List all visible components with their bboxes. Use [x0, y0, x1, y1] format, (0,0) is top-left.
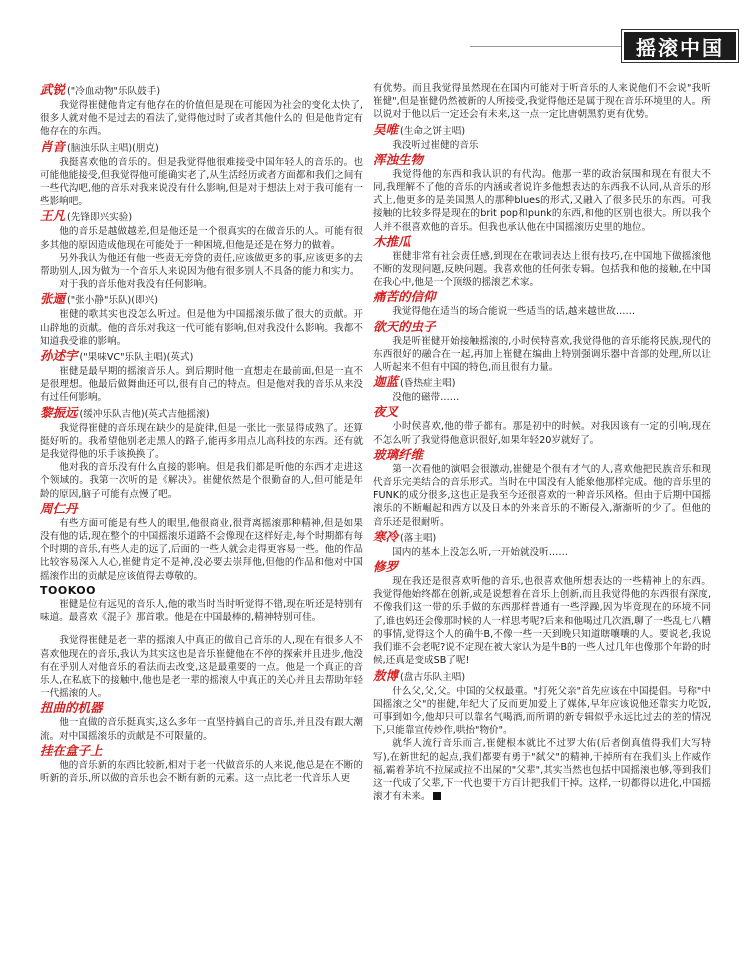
commenter-name: 王凡 — [40, 208, 66, 224]
comment-paragraph: 小时侯喜欢,他的带子都有。那是初中的时候。对我因该有一定的引响,现在不怎么听了我觉得他意识很好,如果年轻20岁就好了。 — [373, 421, 711, 446]
commenter-name: 武锐 — [40, 82, 66, 97]
comment-paragraph: 有优势。而且我觉得虽然现在在国内可能对于听音乐的人来说他们不会说"我听崔健",但是崔健仍然被新的人所接受,我觉得他还是属于现在音乐环境里的人。所以说对于他以后一定还会有未来,这一点一定比唐朝黑豹更有优势。 — [373, 83, 711, 121]
comment-paragraph: 崔健是位有远见的音乐人,他的歌当时当时听觉得不错,现在听还是特别有味道。最喜欢《混子》那首歌。他是在中国最棒的,精神特别可佳。 — [40, 598, 363, 624]
commenter-heading — [40, 583, 363, 598]
comment-entry — [40, 743, 363, 785]
comment-paragraph: 我挺喜欢他的音乐的。但是我觉得他很难接受中国年轻人的音乐的。也可能他能接受,但我觉得他可能确实老了,从生活经历或者方面都和我们之间有一些代沟吧,他的音乐对我来说没有什么影响,但是对于想法上对于我可能有一些影响吧。 — [40, 156, 363, 208]
commenter-name: 夜叉 — [373, 404, 399, 420]
commenter-name: 黎振远 — [40, 404, 78, 420]
commenter-name: 挂在盒子上 — [40, 742, 103, 758]
header-rule — [470, 46, 630, 47]
comment-entry — [373, 374, 711, 404]
comment-paragraph: 我觉得他的东西和我认识的有代沟。他那一辈的政治氛围和现在有很大不同,我理解不了他的音乐的内涵或者说许多他想表达的东西我不认同,从音乐的形式上,他更多的是美国黑人的那种blues的形式,又融入了很多民乐的东西。可我接触的比较多得是现在的brit pop和punk的东西,和他的区别也很大。所以我个人并不很喜欢他的音乐。但我也承认他在中国摇滚历史里的地位。 — [373, 168, 711, 233]
comment-entry — [373, 404, 711, 446]
comment-entry — [373, 529, 711, 559]
commenter-heading — [373, 668, 711, 685]
comment-entry — [373, 319, 711, 375]
commenter-heading — [40, 743, 363, 759]
comment-paragraph: 我是听崔健开始接触摇滚的,小时侯特喜欢,我觉得他的音乐能将民族,现代的东西很好的融合在一起,再加上崔健在编曲上特别强调乐器中音部的处理,所以让人听起来不但有中国的特色,而且很有力量。 — [373, 335, 711, 374]
commenter-heading — [373, 529, 711, 546]
left-column — [40, 82, 363, 785]
comment-entry — [40, 624, 363, 700]
commenter-name: 痛苦的信仰 — [373, 289, 436, 305]
comment-entry — [40, 583, 363, 624]
commenter-heading — [373, 234, 711, 250]
commenter-band: (先锋即兴实验) — [67, 212, 133, 224]
comment-entry — [373, 668, 711, 804]
comment-paragraph: 他的音乐是越做越差,但是他还是一个很真实的在做音乐的人。可能有很多其他的原因造成他现在可能处于一种困境,但他是还是在努力的做着。 — [40, 226, 363, 251]
commenter-heading — [373, 559, 711, 575]
end-mark-icon — [433, 792, 441, 800]
commenter-name: 敖博 — [373, 667, 399, 683]
comment-paragraph: 另外我认为他还有他一些责无旁贷的责任,应该做更多的事,应该更多的去帮助别人,因为做为一个音乐人来说因为他有很多别人不具备的能力和实力。 — [40, 252, 363, 278]
commenter-name: 寒冷 — [373, 528, 399, 544]
comment-entry — [40, 405, 363, 501]
commenter-name: 张逦 — [40, 291, 66, 307]
comment-paragraph: 我没听过崔健的音乐 — [392, 139, 479, 151]
commenter-heading — [40, 208, 363, 225]
commenter-name: 迦蓝 — [373, 374, 399, 390]
comment-entry — [373, 234, 711, 290]
comment-paragraph: 对于我的音乐他对我没有任何影响。 — [59, 279, 213, 291]
commenter-band: ("张小静"乐队)(即兴) — [67, 295, 158, 307]
comment-paragraph: 有些方面可能是有些人的眼里,他很商业,很背离摇滚那种精神,但是如果没有他的话,现在整个的中国摇滚乐道路不会像现在这样好走,每个时期都有每个时期的音乐,有些人走的远了,后面的一些人就会走得更容易一些。他的作品比较容易深入人心,崔健肯定不是神,没必要去崇拜他,但他的作品和他对中国摇滚作出的贡献是应该值得去尊敬的。 — [40, 517, 363, 582]
commenter-heading — [373, 319, 711, 335]
comment-entry — [373, 447, 711, 529]
comment-entry — [40, 82, 363, 139]
comment-paragraph: 我觉得崔健的音乐现在缺少的是旋律,但是一张比一张显得成熟了。还算挺好听的。我希望他别老走黑人的路子,能再多用点儿高科技的东西。还有就是我觉得他的乐手该换换了。 — [40, 422, 363, 461]
commenter-name: 吴唯 — [373, 121, 399, 137]
comment-entry — [40, 501, 363, 583]
commenter-name: 修罗 — [373, 559, 399, 575]
commenter-heading — [373, 152, 711, 168]
commenter-heading — [40, 139, 363, 156]
comment-entry — [40, 348, 363, 405]
commenter-band: ("冷血动物"乐队鼓手) — [67, 86, 161, 97]
commenter-band: (落主唱) — [400, 532, 437, 544]
commenter-heading — [40, 700, 363, 716]
commenter-heading — [40, 501, 363, 517]
comment-paragraph: 崔健是最早期的摇滚音乐人。到后期时他一直想走在最前面,但是一直不是很理想。他最后做舞曲还可以,很有自己的特点。但是他对我的音乐从来没有过任何影响。 — [40, 366, 363, 404]
comment-paragraph: 第一次看他的演唱会很激动,崔健是个很有才气的人,喜欢他把民族音乐和现代音乐完美结合的音乐形式。当时在中国没有人能象他那样完成。他的音乐里的FUNK的成分很多,这也正是我至今还很喜欢的一种音乐风格。但由于后期中国摇滚乐的不断崛起和西方以及日本的外来音乐的不断侵入,渐渐听的少了。但他的音乐还是很耐听。 — [373, 463, 711, 528]
page-header — [0, 0, 750, 62]
commenter-heading — [373, 404, 711, 420]
commenter-heading — [373, 122, 711, 139]
commenter-heading — [373, 374, 711, 391]
commenter-band: (昏热症主唱) — [400, 378, 456, 390]
comment-paragraph: 现在我还是很喜欢听他的音乐,也很喜欢他所想表达的一些精神上的东西。我觉得他始终都在创新,或是说想着在音乐上创新,而且我觉得他的东西很有深度,不像我们这一带的乐手做的东西那样普通有一些浮躁,因为毕竟现在的环境不同了,谁也妈还会像那时候的人一样思考呢?后来和他喝过几次酒,聊了一些乱七八糟的事情,觉得这个人的确牛B,不像一些一天到晚只知道瞎嚷嚷的人。要说老,我说我们谁不会老呢?说不定现在被大家认为是牛B的一些人过几年也像那个年龄的时候,还真是变成SB了呢! — [373, 576, 711, 667]
commenter-name: 扭曲的机器 — [40, 700, 103, 716]
comment-paragraph: 没他的磁带…… — [392, 392, 460, 404]
section-brand: 摇滚中国 — [622, 30, 738, 62]
comment-entry — [373, 559, 711, 667]
commenter-band: (脑浊乐队主唱)(朋克) — [67, 142, 159, 154]
commenter-band: (生命之饼主唱) — [400, 125, 466, 137]
commenter-name: 孙述宇 — [40, 348, 78, 364]
commenter-heading — [40, 405, 363, 422]
commenter-heading — [40, 348, 363, 365]
comment-paragraph: 就华人流行音乐而言,崔健根本就比不过罗大佑(后者倒真值得我们大写特写),在新世纪的起点,我们都要有勇于"弑父"的精神,干掉所有在我们头上作威作福,霸着茅坑不拉屎或拉不出屎的"父辈",其实当然也包括中国摇滚也够,等到我们这一代成了父辈,下一代也要干方百计把我们干掉。这样,一切都得以进化,中国摇滚才有未来。 — [373, 738, 711, 803]
commenter-name: 玻璃纤维 — [373, 446, 424, 462]
commenter-heading — [373, 289, 711, 305]
comment-entry — [40, 700, 363, 742]
commenter-heading — [40, 82, 363, 99]
comment-paragraph: 我觉得崔健他肯定有他存在的价值但是现在可能因为社会的变化太快了,很多人就对他不是过去的看法了,觉得他过时了或者其他什么的 但是他肯定有他存在的东西。 — [40, 100, 363, 138]
comment-entry — [373, 82, 711, 122]
comment-entry — [40, 291, 363, 348]
commenter-name: 木推瓜 — [373, 233, 411, 249]
commenter-name: 周仁丹 — [40, 500, 78, 516]
comment-paragraph: 崔健非常有社会责任感,到现在在歌词表达上很有技巧,在中国地下做摇滚他不断的发现问题,反映问题。我喜欢他的任何张专辑。包括我和他的接触,在中国在我心中,他是一个顶级的摇滚艺术家。 — [373, 250, 711, 289]
comment-paragraph: 什么父,父,父。中国的父权最重。"打死父亲"首先应该在中国提倡。号称"中国摇滚之父"的崔健,年纪大了反而更加爱上了媒体,早年应该说他还靠实力吃饭,可事到如今,他却只可以靠名气喝酒,而所谓的新专辑似乎永远比过去的差的情况下,只能靠宣传炒作,哄抬"物价"。 — [373, 685, 711, 737]
comment-paragraph: 国内的基本上没怎么听,一开始就没听…… — [392, 546, 568, 558]
commenter-heading — [40, 291, 363, 308]
commenter-name: 肖音 — [40, 138, 66, 154]
commenter-name: TOOKOO — [40, 583, 96, 597]
comment-entry — [373, 289, 711, 318]
comment-entry — [373, 122, 711, 152]
right-column — [373, 82, 711, 803]
commenter-band: ("果味VC"乐队主唱)(英式) — [79, 352, 194, 364]
comment-paragraph: 他的音乐新的东西比较新,相对于老一代做音乐的人来说,他总是在不断的听新的音乐,所以做的音乐也会不断有新的元素。这一点比老一代音乐人更 — [40, 759, 363, 784]
commenter-name: 欲天的虫子 — [373, 318, 436, 334]
commenter-heading — [373, 447, 711, 463]
commenter-band: (缓冲乐队吉他)(英式吉他摇滚) — [79, 408, 210, 420]
comment-paragraph: 我觉得他在适当的场合能说一些适当的话,越来越世故…… — [392, 306, 636, 318]
commenter-band: (盘古乐队主唱) — [400, 671, 466, 683]
comment-paragraph: 崔健的歌其实也没怎么听过。但是他为中国摇滚乐做了很大的贡献。开山辟地的贡献。他的音乐对我这一代可能有影响,但对我没什么影响。我都不知道我受谁的影响。 — [40, 309, 363, 347]
comment-paragraph: 他一直做的音乐挺真实,这么多年一直坚持搞自己的音乐,并且没有跟大潮流。对中国摇滚乐的贡献是不可限量的。 — [40, 717, 363, 742]
comment-entry — [40, 208, 363, 291]
comment-paragraph: 他对我的音乐没有什么直接的影响。但是我们都是听他的东西才走进这个领域的。我第一次听的是《解决》。崔健依然是个很勤奋的人,但可能是年龄的原因,脑子可能有点慢了吧。 — [40, 462, 363, 500]
comment-paragraph: 我觉得崔健是老一辈的摇滚人中真正的做自己音乐的人,现在有很多人不喜欢他现在的音乐,我认为其实这也是音乐崔健他在不停的探索并且进步,他没有在乎别人对他音乐的看法而去改变,这是最重要的一点。他是一个真正的音乐人,在私底下的接触中,他也是老一辈的摇滚人中真正的关心并且去帮助年轻一代摇滚的人。 — [40, 635, 363, 700]
commenter-name: 浑浊生物 — [373, 151, 424, 167]
comment-entry — [373, 152, 711, 234]
comment-entry — [40, 139, 363, 209]
